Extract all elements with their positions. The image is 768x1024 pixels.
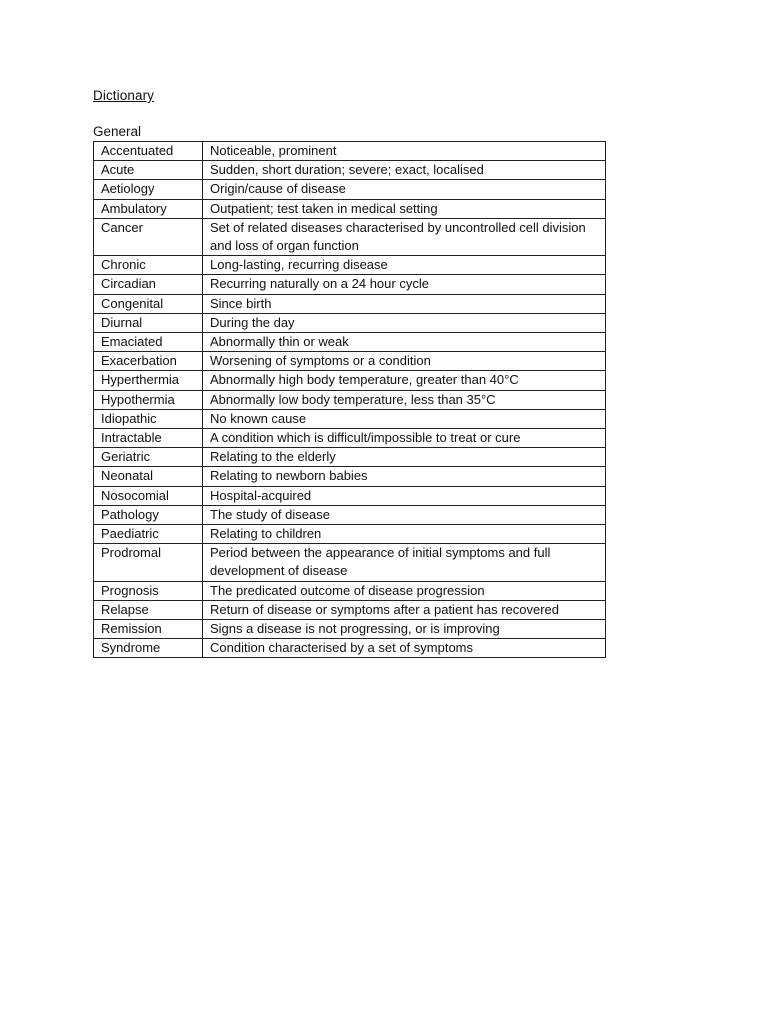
definition-cell: Condition characterised by a set of symptoms bbox=[203, 639, 606, 658]
table-row bbox=[94, 294, 606, 313]
term-cell: Cancer bbox=[94, 218, 203, 255]
table-row bbox=[94, 486, 606, 505]
definition-cell: Origin/cause of disease bbox=[203, 180, 606, 199]
term-cell: Diurnal bbox=[94, 313, 203, 332]
table-row bbox=[94, 390, 606, 409]
table-row bbox=[94, 256, 606, 275]
page-title: Dictionary bbox=[93, 88, 155, 103]
definition-cell: Long-lasting, recurring disease bbox=[203, 256, 606, 275]
term-cell: Paediatric bbox=[94, 525, 203, 544]
term-cell: Exacerbation bbox=[94, 352, 203, 371]
term-cell: Syndrome bbox=[94, 639, 203, 658]
term-cell: Idiopathic bbox=[94, 409, 203, 428]
term-cell: Intractable bbox=[94, 429, 203, 448]
table-row bbox=[94, 544, 606, 581]
dictionary-table-body bbox=[94, 142, 606, 658]
term-cell: Pathology bbox=[94, 505, 203, 524]
definition-cell: Recurring naturally on a 24 hour cycle bbox=[203, 275, 606, 294]
term-cell: Prognosis bbox=[94, 581, 203, 600]
definition-cell: Relating to children bbox=[203, 525, 606, 544]
table-row bbox=[94, 333, 606, 352]
table-row bbox=[94, 581, 606, 600]
table-row bbox=[94, 180, 606, 199]
definition-cell: Relating to newborn babies bbox=[203, 467, 606, 486]
term-cell: Aetiology bbox=[94, 180, 203, 199]
term-cell: Remission bbox=[94, 620, 203, 639]
table-row bbox=[94, 467, 606, 486]
definition-cell: Hospital-acquired bbox=[203, 486, 606, 505]
term-cell: Geriatric bbox=[94, 448, 203, 467]
term-cell: Ambulatory bbox=[94, 199, 203, 218]
term-cell: Acute bbox=[94, 161, 203, 180]
table-row bbox=[94, 600, 606, 619]
definition-cell: Sudden, short duration; severe; exact, localised bbox=[203, 161, 606, 180]
definition-cell: Worsening of symptoms or a condition bbox=[203, 352, 606, 371]
table-row bbox=[94, 409, 606, 428]
table-row bbox=[94, 371, 606, 390]
table-row bbox=[94, 639, 606, 658]
table-row bbox=[94, 199, 606, 218]
dictionary-table bbox=[93, 141, 606, 658]
definition-cell: Abnormally high body temperature, greater than 40°C bbox=[203, 371, 606, 390]
term-cell: Congenital bbox=[94, 294, 203, 313]
section-label: General bbox=[93, 124, 142, 139]
definition-cell: During the day bbox=[203, 313, 606, 332]
definition-cell: A condition which is difficult/impossible to treat or cure bbox=[203, 429, 606, 448]
definition-cell: Return of disease or symptoms after a patient has recovered bbox=[203, 600, 606, 619]
term-cell: Relapse bbox=[94, 600, 203, 619]
table-row bbox=[94, 313, 606, 332]
definition-cell: Signs a disease is not progressing, or is improving bbox=[203, 620, 606, 639]
table-row bbox=[94, 352, 606, 371]
definition-cell: Outpatient; test taken in medical setting bbox=[203, 199, 606, 218]
definition-cell: Set of related diseases characterised by uncontrolled cell division and loss of organ function bbox=[203, 218, 606, 255]
term-cell: Prodromal bbox=[94, 544, 203, 581]
term-cell: Nosocomial bbox=[94, 486, 203, 505]
table-row bbox=[94, 525, 606, 544]
table-row bbox=[94, 620, 606, 639]
definition-cell: No known cause bbox=[203, 409, 606, 428]
term-cell: Accentuated bbox=[94, 142, 203, 161]
table-row bbox=[94, 218, 606, 255]
term-cell: Hypothermia bbox=[94, 390, 203, 409]
table-row bbox=[94, 142, 606, 161]
definition-cell: Abnormally thin or weak bbox=[203, 333, 606, 352]
definition-cell: Period between the appearance of initial symptoms and full development of disease bbox=[203, 544, 606, 581]
definition-cell: Noticeable, prominent bbox=[203, 142, 606, 161]
definition-cell: The study of disease bbox=[203, 505, 606, 524]
table-row bbox=[94, 448, 606, 467]
table-row bbox=[94, 505, 606, 524]
table-row bbox=[94, 161, 606, 180]
definition-cell: Relating to the elderly bbox=[203, 448, 606, 467]
term-cell: Chronic bbox=[94, 256, 203, 275]
term-cell: Hyperthermia bbox=[94, 371, 203, 390]
table-row bbox=[94, 275, 606, 294]
table-row bbox=[94, 429, 606, 448]
term-cell: Circadian bbox=[94, 275, 203, 294]
term-cell: Neonatal bbox=[94, 467, 203, 486]
term-cell: Emaciated bbox=[94, 333, 203, 352]
definition-cell: The predicated outcome of disease progression bbox=[203, 581, 606, 600]
definition-cell: Abnormally low body temperature, less than 35°C bbox=[203, 390, 606, 409]
definition-cell: Since birth bbox=[203, 294, 606, 313]
